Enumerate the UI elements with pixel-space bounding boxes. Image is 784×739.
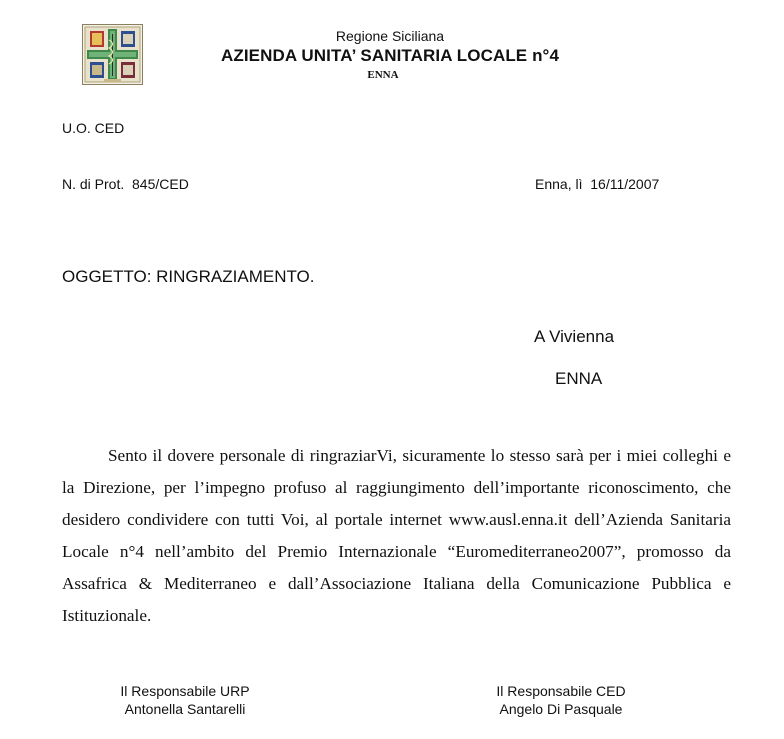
- subject-line: OGGETTO: RINGRAZIAMENTO.: [62, 267, 315, 286]
- signature-urp: [85, 682, 285, 718]
- recipient-city: ENNA: [555, 369, 603, 388]
- protocol-number: N. di Prot. 845/CED: [62, 176, 189, 192]
- letter-body: Sento il dovere personale di ringraziarVi, sicuramente lo stesso sarà per i miei colleghi e la Direzione, per l’impegno profuso al raggiungimento dell’importante riconoscimento, che desidero condividere con tutti Voi, al portale internet www.ausl.enna.it dell’Azienda Sanitaria Locale n°4 nell’ambito del Premio Internazionale “Euromediterraneo2007”, promosso da Assafrica & Mediterraneo e dall’Associazione Italiana della Comunicazione Pubblica e Istituzionale.: [62, 446, 731, 625]
- unit-label: U.O. CED: [62, 120, 125, 136]
- agency-heading: AZIENDA UNITA’ SANITARIA LOCALE n°4: [220, 46, 560, 65]
- recipient-name: A Vivienna: [534, 327, 615, 346]
- signature-ced: [461, 682, 661, 718]
- signature-role: Il Responsabile URP: [120, 683, 250, 699]
- place-date: Enna, lì 16/11/2007: [535, 176, 660, 192]
- signature-name: Angelo Di Pasquale: [499, 701, 623, 717]
- region-heading: Regione Siciliana: [335, 28, 445, 44]
- signature-role: Il Responsabile CED: [496, 683, 626, 699]
- signature-name: Antonella Santarelli: [124, 701, 246, 717]
- agency-city: ENNA: [367, 69, 399, 81]
